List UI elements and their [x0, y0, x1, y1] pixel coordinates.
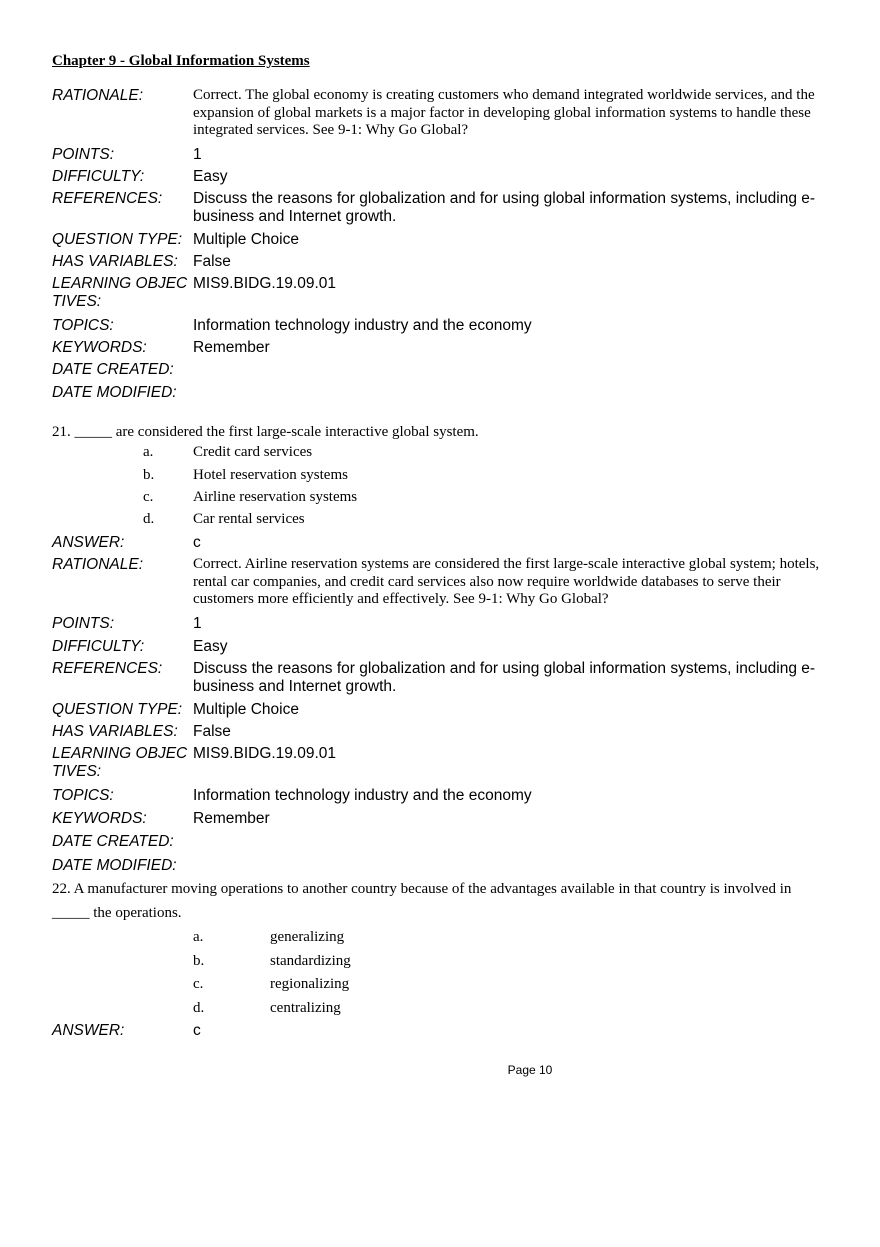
q22-option-d-letter: d. — [193, 1000, 205, 1016]
q21-rationale-label: RATIONALE: — [52, 556, 144, 573]
q21-keywords-value: Remember — [193, 810, 270, 827]
q22-answer-label: ANSWER: — [52, 1022, 125, 1039]
q22-option-b-letter: b. — [193, 953, 205, 969]
q21-has-variables-label: HAS VARIABLES: — [52, 723, 178, 740]
rationale-text: Correct. The global economy is creating customers who demand integrated worldwide services, and the expansion of global markets is a major factor in developing global information systems to handle these integrated services. See 9-1: Why Go Global? — [193, 87, 815, 138]
q21-date-created-label: DATE CREATED: — [52, 833, 174, 850]
points-label: POINTS: — [52, 146, 115, 163]
q21-question-type-label: QUESTION TYPE: — [52, 701, 183, 718]
q21-points-value: 1 — [193, 615, 202, 632]
date-created-label: DATE CREATED: — [52, 361, 174, 378]
q21-option-c-text: Airline reservation systems — [193, 489, 358, 505]
references-text: Discuss the reasons for globalization and for using global information systems, including e-business and Internet growth. — [193, 190, 816, 225]
q21-references-label: REFERENCES: — [52, 660, 163, 677]
topics-label: TOPICS: — [52, 317, 114, 334]
learning-objectives-value: MIS9.BIDG.19.09.01 — [193, 275, 337, 292]
question-type-label: QUESTION TYPE: — [52, 231, 183, 248]
topics-value: Information technology industry and the economy — [193, 317, 532, 334]
q21-rationale-text: Correct. Airline reservation systems are considered the first large-scale interactive global system; hotels, rental car companies, and credit card services also now require worldwide databases to serve their customers more efficiently and effectively. See 9-1: Why Go Global? — [193, 556, 820, 607]
points-value: 1 — [193, 146, 202, 163]
question-21-text: 21. _____ are considered the first large-scale interactive global system. — [52, 424, 479, 440]
q21-option-b-letter: b. — [143, 467, 155, 483]
q21-learning-objectives-label: LEARNING OBJECTIVES: — [52, 745, 188, 780]
references-label: REFERENCES: — [52, 190, 163, 207]
q21-keywords-label: KEYWORDS: — [52, 810, 147, 827]
date-modified-label: DATE MODIFIED: — [52, 384, 177, 401]
q21-option-d-letter: d. — [143, 511, 155, 527]
q21-option-a-text: Credit card services — [193, 444, 313, 460]
q22-option-c-text: regionalizing — [270, 976, 350, 992]
q22-option-b-text: standardizing — [270, 953, 351, 969]
q21-answer-value: c — [193, 534, 201, 551]
q21-option-b-text: Hotel reservation systems — [193, 467, 348, 483]
q21-option-d-text: Car rental services — [193, 511, 305, 527]
q21-option-a-letter: a. — [143, 444, 154, 460]
has-variables-value: False — [193, 253, 231, 270]
rationale-label: RATIONALE: — [52, 87, 144, 104]
q21-has-variables-value: False — [193, 723, 231, 740]
q21-difficulty-value: Easy — [193, 638, 228, 655]
question-type-value: Multiple Choice — [193, 231, 299, 248]
q21-topics-label: TOPICS: — [52, 787, 114, 804]
q22-option-a-text: generalizing — [270, 929, 345, 945]
q21-question-type-value: Multiple Choice — [193, 701, 299, 718]
question-22-text: 22. A manufacturer moving operations to another country because of the advantages available in that country is involved in _____ the operations. — [52, 881, 792, 921]
has-variables-label: HAS VARIABLES: — [52, 253, 178, 270]
q21-learning-objectives-value: MIS9.BIDG.19.09.01 — [193, 745, 337, 762]
q21-difficulty-label: DIFFICULTY: — [52, 638, 145, 655]
q22-option-a-letter: a. — [193, 929, 204, 945]
q21-option-c-letter: c. — [143, 489, 154, 505]
q21-points-label: POINTS: — [52, 615, 115, 632]
difficulty-label: DIFFICULTY: — [52, 168, 145, 185]
q22-answer-value: c — [193, 1022, 201, 1039]
page-number: Page 10 — [507, 1063, 553, 1077]
q21-answer-label: ANSWER: — [52, 534, 125, 551]
learning-objectives-label: LEARNING OBJECTIVES: — [52, 275, 188, 310]
keywords-label: KEYWORDS: — [52, 339, 147, 356]
q21-topics-value: Information technology industry and the economy — [193, 787, 532, 804]
chapter-title: Chapter 9 - Global Information Systems — [52, 53, 310, 69]
q22-option-c-letter: c. — [193, 976, 204, 992]
q21-references-text: Discuss the reasons for globalization and for using global information systems, including e-business and Internet growth. — [193, 660, 816, 695]
difficulty-value: Easy — [193, 168, 228, 185]
q21-date-modified-label: DATE MODIFIED: — [52, 857, 177, 874]
q22-option-d-text: centralizing — [270, 1000, 341, 1016]
keywords-value: Remember — [193, 339, 270, 356]
